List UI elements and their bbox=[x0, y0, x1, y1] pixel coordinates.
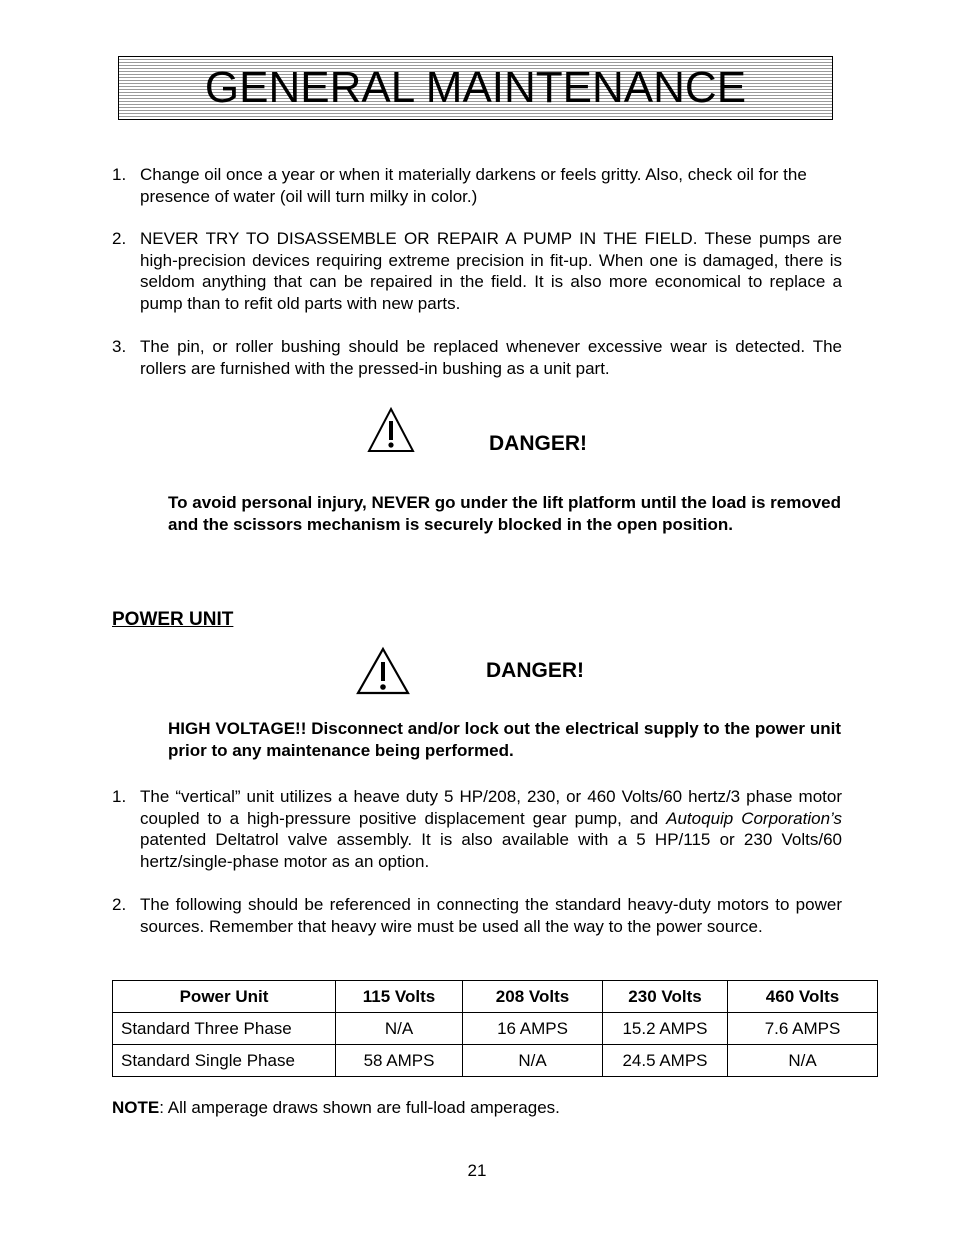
amperage-table bbox=[112, 980, 878, 1077]
column-header: 460 Volts bbox=[728, 981, 878, 1013]
table-cell: 16 AMPS bbox=[463, 1013, 603, 1045]
column-header: 115 Volts bbox=[336, 981, 463, 1013]
list-number: 2. bbox=[112, 229, 127, 248]
list-item-power-2 bbox=[112, 894, 842, 937]
list-number: 1. bbox=[112, 165, 127, 184]
column-header: 208 Volts bbox=[463, 981, 603, 1013]
list-text: Change oil once a year or when it materially darkens or feels gritty. Also, check oil for the presence of water (oil will turn milky in color.) bbox=[140, 165, 807, 206]
company-name: Autoquip Corporation’s bbox=[666, 808, 843, 828]
table-cell: 24.5 AMPS bbox=[603, 1045, 728, 1077]
table-header-row bbox=[113, 981, 878, 1013]
note-text: : All amperage draws shown are full-load amperages. bbox=[159, 1098, 560, 1117]
danger-heading: DANGER! bbox=[486, 659, 584, 682]
column-header: 230 Volts bbox=[603, 981, 728, 1013]
page-number: 21 bbox=[467, 1161, 487, 1180]
table-cell: 7.6 AMPS bbox=[728, 1013, 878, 1045]
table-cell: 58 AMPS bbox=[336, 1045, 463, 1077]
danger-warning-text: To avoid personal injury, NEVER go under the lift platform until the load is removed and the scissors mechanism is securely blocked in the open position. bbox=[168, 493, 841, 534]
table-cell: N/A bbox=[728, 1045, 878, 1077]
table-cell: Standard Single Phase bbox=[113, 1045, 336, 1077]
list-text-part: The “vertical” unit utilizes a heave duty 5 HP/208, 230, or 460 Volts/60 hertz/3 phase motor coupled to a high-pressure positive displacement gear pump, and bbox=[140, 787, 842, 828]
table-cell: Standard Three Phase bbox=[113, 1013, 336, 1045]
list-item-3 bbox=[112, 336, 842, 379]
list-item-2 bbox=[112, 228, 842, 314]
note-line bbox=[112, 1098, 560, 1118]
list-text bbox=[140, 786, 842, 872]
table-row bbox=[113, 1045, 878, 1077]
table-row bbox=[113, 1013, 878, 1045]
warning-triangle-icon bbox=[355, 646, 411, 696]
page-title: GENERAL MAINTENANCE bbox=[204, 63, 747, 112]
list-item-power-1 bbox=[112, 786, 842, 872]
list-text: The pin, or roller bushing should be replaced whenever excessive wear is detected. The rollers are furnished with the pressed-in bushing as a unit part. bbox=[140, 337, 842, 378]
table-cell: 15.2 AMPS bbox=[603, 1013, 728, 1045]
list-number: 2. bbox=[112, 895, 127, 914]
column-header: Power Unit bbox=[113, 981, 336, 1013]
danger-warning-text: HIGH VOLTAGE!! Disconnect and/or lock out the electrical supply to the power unit prior to any maintenance being performed. bbox=[168, 719, 841, 760]
list-text-part: patented Deltatrol valve assembly. It is also available with a 5 HP/115 or 230 Volts/60 hertz/single-phase motor as an option. bbox=[140, 830, 842, 871]
list-text: NEVER TRY TO DISASSEMBLE OR REPAIR A PUMP IN THE FIELD. These pumps are high-precision devices requiring extreme precision in fit-up. When one is damaged, there is seldom anything that can be repaired in the field. It is also more economical to replace a pump than to refit old parts with new parts. bbox=[140, 229, 842, 313]
page-title-banner bbox=[118, 56, 833, 120]
note-label: NOTE bbox=[112, 1098, 160, 1117]
warning-triangle-icon bbox=[366, 406, 416, 454]
table-cell: N/A bbox=[463, 1045, 603, 1077]
list-number: 1. bbox=[112, 787, 127, 806]
list-number: 3. bbox=[112, 337, 127, 356]
table-cell: N/A bbox=[336, 1013, 463, 1045]
danger-heading: DANGER! bbox=[489, 432, 587, 455]
list-item-1 bbox=[112, 164, 842, 207]
section-title-power-unit: POWER UNIT bbox=[112, 609, 234, 630]
list-text: The following should be referenced in connecting the standard heavy-duty motors to power sources. Remember that heavy wire must be used all the way to the power source. bbox=[140, 895, 842, 936]
